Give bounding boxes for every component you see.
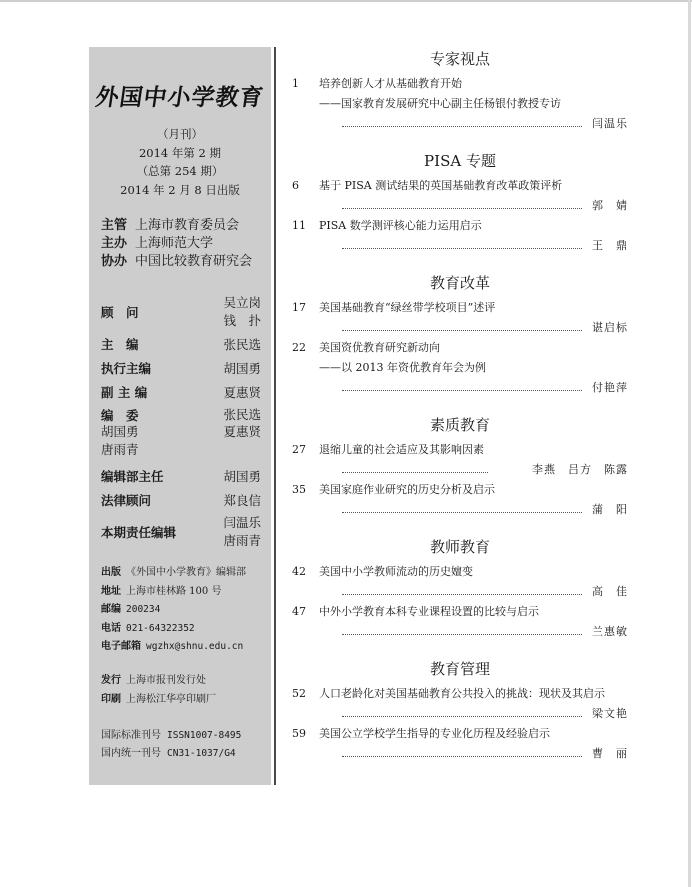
article-title: PISA 数学测评核心能力运用启示 — [319, 219, 482, 232]
article-subtitle: ——以 2013 年资优教育年会为例 — [319, 361, 486, 374]
postcode-row — [101, 601, 246, 620]
staff-editor-in-chief — [101, 332, 261, 356]
staff-name: 夏惠贤 — [223, 424, 261, 439]
field-label: 地址 — [101, 585, 121, 597]
author: 蒲 阳 — [592, 503, 628, 516]
dot-leader — [342, 594, 582, 595]
issue-number: 2014 年第 2 期 — [138, 145, 222, 160]
article-title: 人口老龄化对美国基础教育公共投入的挑战：现状及其启示 — [319, 687, 605, 700]
toc-entry[interactable] — [292, 602, 628, 642]
total-issue: （总第 254 期） — [136, 164, 224, 178]
author: 王 鼎 — [592, 239, 628, 252]
staff-name: 吴立岗 — [223, 295, 261, 310]
field-value: 《外国中小学教育》编辑部 — [126, 567, 246, 578]
masthead-panel — [89, 47, 271, 785]
staff-name: 胡国勇 — [101, 424, 139, 439]
staff-name: 张民选 — [223, 337, 261, 352]
phone-row — [101, 620, 246, 639]
sponsor-org: 上海市教育委员会 — [135, 218, 240, 233]
staff-role: 主 编 — [101, 337, 139, 352]
toc-entry[interactable] — [292, 176, 628, 216]
dot-leader — [342, 634, 582, 635]
issn-row — [101, 727, 241, 745]
staff-name: 唐雨青 — [101, 442, 139, 457]
article-title: 美国资优教育研究新动向 — [319, 341, 440, 354]
article-title: 中外小学教育本科专业课程设置的比较与启示 — [319, 605, 539, 618]
page-number: 47 — [292, 605, 306, 618]
staff-legal-advisor — [101, 488, 261, 512]
page-number: 22 — [292, 341, 306, 354]
author-leader — [342, 236, 628, 256]
sponsor-role: 协办 — [101, 254, 128, 269]
dot-leader — [342, 472, 488, 473]
cn-value: CN31-1037/G4 — [167, 748, 236, 759]
dot-leader — [342, 716, 582, 717]
staff-name: 胡国勇 — [223, 469, 261, 484]
page-number: 42 — [292, 565, 306, 578]
cn-row — [101, 745, 241, 763]
section-title: 素质教育 — [429, 416, 490, 434]
article-title: 培养创新人才从基础教育开始 — [319, 77, 462, 90]
article-title: 退缩儿童的社会适应及其影响因素 — [319, 443, 484, 456]
staff-role: 法律顾问 — [101, 493, 152, 508]
staff-name: 夏惠贤 — [223, 385, 261, 400]
sponsor-row — [101, 217, 252, 235]
page-edge — [688, 0, 691, 887]
toc-entry[interactable] — [292, 562, 628, 602]
author-leader — [342, 500, 628, 520]
dot-leader — [342, 330, 582, 331]
author-leader — [342, 318, 628, 338]
staff-role: 编辑部主任 — [101, 469, 164, 484]
dot-leader — [342, 248, 582, 249]
staff-names — [223, 294, 261, 330]
article-title: 美国基础教育“绿丝带学校项目”述评 — [319, 301, 496, 314]
article-title: 美国中小学教师流动的历史嬗变 — [319, 565, 473, 578]
page-number: 1 — [292, 77, 299, 90]
author-leader — [342, 196, 628, 216]
journal-logo: 外国中小学教育 — [93, 84, 266, 111]
page-number: 27 — [292, 443, 306, 456]
staff-role: 顾 问 — [101, 305, 139, 320]
page-number: 59 — [292, 727, 306, 740]
sponsor-role: 主办 — [101, 236, 128, 251]
staff-deputy-editor — [101, 380, 261, 404]
printer-row — [101, 691, 216, 710]
staff-names — [223, 514, 261, 550]
section-title: 教育改革 — [429, 274, 490, 292]
sponsor-org: 上海师范大学 — [135, 236, 214, 251]
toc-entry[interactable] — [292, 480, 628, 520]
field-label: 国际标准刊号 — [101, 730, 161, 741]
staff-role: 执行主编 — [101, 361, 152, 376]
dot-leader — [342, 512, 582, 513]
field-value: 200234 — [126, 604, 161, 615]
field-label: 邮编 — [101, 604, 121, 615]
sponsor-org: 中国比较教育研究会 — [135, 254, 253, 269]
top-rule — [0, 0, 692, 2]
issn-value: ISSN1007-8495 — [167, 730, 242, 741]
author: 梁文艳 — [592, 707, 628, 720]
dot-leader — [342, 208, 582, 209]
field-value: 上海松江华亭印刷厂 — [126, 693, 216, 705]
article-title: 美国家庭作业研究的历史分析及启示 — [319, 483, 495, 496]
author-leader — [342, 460, 628, 480]
toc-entry[interactable] — [292, 216, 628, 256]
section-title: 教育管理 — [429, 660, 490, 678]
author: 兰惠敏 — [592, 625, 628, 638]
author-leader — [342, 744, 628, 764]
staff-name: 闫温乐 — [223, 515, 261, 530]
staff-name: 张民选 — [223, 407, 261, 422]
section-title: 教师教育 — [429, 538, 490, 556]
article-title: 基于 PISA 测试结果的英国基础教育改革政策评析 — [319, 179, 563, 192]
field-label: 国内统一刊号 — [101, 748, 161, 759]
staff-name: 郑良信 — [223, 493, 261, 508]
toc-entry[interactable] — [292, 724, 628, 764]
field-label: 发行 — [101, 675, 121, 686]
author: 付艳萍 — [592, 381, 628, 394]
page-number: 17 — [292, 301, 306, 314]
author-leader — [342, 582, 628, 602]
frequency: （月刊） — [157, 127, 203, 141]
table-of-contents — [292, 44, 628, 764]
address-row — [101, 583, 246, 602]
author: 李燕 吕方 陈露 — [532, 463, 628, 476]
sponsor-row — [101, 253, 252, 271]
printing-info — [101, 672, 216, 709]
staff-name: 钱 扑 — [223, 313, 261, 328]
field-value: 021-64322352 — [126, 622, 195, 634]
author: 谌启标 — [592, 321, 628, 334]
staff-advisor — [101, 292, 261, 332]
staff-committee — [101, 404, 261, 460]
article-subtitle: ——国家教育发展研究中心副主任杨银付教授专访 — [319, 97, 561, 110]
sponsors — [101, 217, 252, 271]
section-title: 专家视点 — [429, 50, 490, 68]
contact-info — [101, 564, 246, 657]
email-row — [101, 638, 246, 657]
staff-role: 编 委 — [101, 408, 139, 423]
staff-role: 本期责任编辑 — [101, 525, 177, 540]
field-value: 上海市桂林路 100 号 — [126, 585, 222, 597]
dot-leader — [342, 756, 582, 757]
page-number: 11 — [292, 219, 306, 232]
page-number: 52 — [292, 687, 306, 700]
editorial-staff — [101, 292, 261, 552]
staff-executive-editor — [101, 356, 261, 380]
author-leader — [342, 622, 628, 642]
staff-office-director — [101, 464, 261, 488]
toc-entry[interactable] — [292, 684, 628, 724]
field-value: 上海市报刊发行处 — [126, 675, 206, 686]
author-leader — [342, 378, 628, 398]
distributor-row — [101, 672, 216, 691]
author: 高 佳 — [592, 585, 628, 598]
section-title: PISA 专题 — [424, 152, 496, 170]
author: 郭 婧 — [592, 199, 628, 212]
field-label: 印刷 — [101, 693, 121, 705]
sponsor-row — [101, 235, 252, 253]
field-label: 电子邮箱 — [101, 641, 141, 652]
author: 闫温乐 — [592, 117, 628, 130]
author: 曹 丽 — [592, 747, 628, 760]
field-label: 出版 — [101, 567, 121, 578]
author-leader — [342, 114, 628, 134]
staff-name: 唐雨青 — [223, 533, 261, 548]
column-divider — [274, 47, 276, 785]
issue-info — [89, 125, 271, 199]
toc-entry[interactable] — [292, 298, 628, 338]
pub-date: 2014 年 2 月 8 日出版 — [120, 182, 240, 197]
toc-entry[interactable] — [292, 440, 628, 480]
dot-leader — [342, 390, 582, 391]
author-leader — [342, 704, 628, 724]
staff-role: 副 主 编 — [101, 385, 148, 400]
toc-entry[interactable] — [292, 338, 628, 398]
dot-leader — [342, 126, 582, 127]
sponsor-role: 主管 — [101, 218, 128, 233]
serial-codes — [101, 727, 241, 763]
page-number: 35 — [292, 483, 306, 496]
publisher-row — [101, 564, 246, 583]
email-link[interactable]: wgzhx@shnu.edu.cn — [146, 641, 244, 652]
page-number: 6 — [292, 179, 299, 192]
staff-name: 胡国勇 — [223, 361, 261, 376]
article-title: 美国公立学校学生指导的专业化历程及经验启示 — [319, 727, 550, 740]
field-label: 电话 — [101, 622, 121, 634]
toc-entry[interactable] — [292, 74, 628, 134]
staff-issue-editor — [101, 512, 261, 552]
